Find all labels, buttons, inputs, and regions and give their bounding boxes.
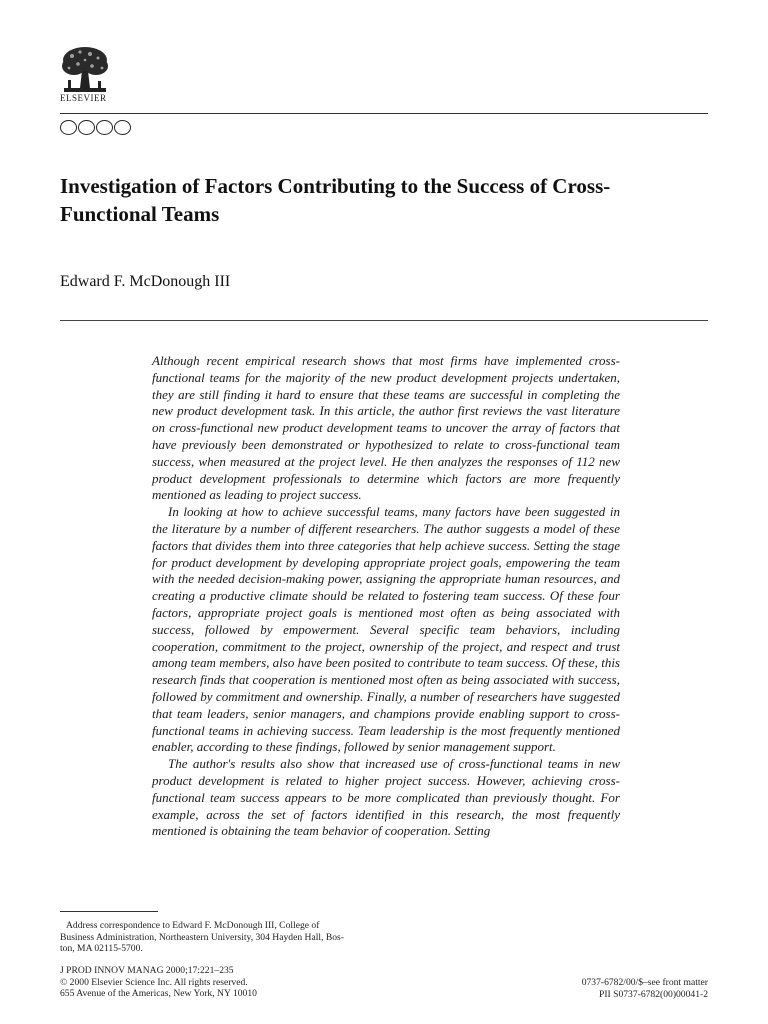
journal-info xyxy=(60,965,380,1000)
abstract-paragraph: Although recent empirical research shows that most firms have implemented cross-functional teams for the majority of the new product development projects undertaken, they are still finding it hard to ensure that these teams are successful in completing the new product development task. In this article, the author first reviews the vast literature on cross-functional new product development teams to uncover the array of factors that have previously been demonstrated or hypothesized to relate to cross-functional team success, when measured at the project level. He then analyzes the responses of 112 new product development professionals to determine which factors are more frequently mentioned as leading to project success. xyxy=(152,353,620,503)
abstract xyxy=(152,353,620,840)
ring-icon xyxy=(60,120,77,135)
copyright-notice: © 2000 Elsevier Science Inc. All rights reserved. xyxy=(60,976,248,988)
publisher-name: ELSEVIER xyxy=(60,93,107,103)
ring-icon xyxy=(96,120,113,135)
correspondence-footnote xyxy=(60,920,400,955)
ring-icon xyxy=(78,120,95,135)
ring-icon xyxy=(114,120,131,135)
journal-rings-logo xyxy=(60,120,131,135)
issn-line: 0737-6782/00/$–see front matter xyxy=(581,977,708,988)
article-identifiers xyxy=(488,977,708,1000)
article-title: Investigation of Factors Contributing to the Success of Cross-Functional Teams xyxy=(60,174,611,226)
footnote-rule xyxy=(60,911,158,912)
footnote-line: Business Administration, Northeastern University, 304 Hayden Hall, Bos- xyxy=(60,931,344,943)
footnote-line: ton, MA 02115-5700. xyxy=(60,943,143,954)
header-rule xyxy=(60,113,708,114)
section-rule xyxy=(60,320,708,321)
author-name: Edward F. McDonough III xyxy=(60,273,231,290)
footnote-line: Address correspondence to Edward F. McDonough III, College of xyxy=(66,920,320,931)
abstract-paragraph: In looking at how to achieve successful teams, many factors have been suggested in the literature by a number of different researchers. The author suggests a model of these factors that divides them into three categories that help achieve success. Setting the stage for product development by developing appropriate project goals, empowering the team with the needed decision-making power, assigning the appropriate human resources, and creating a productive climate should be related to fostering team success. Of these four factors, appropriate project goals is mentioned most often as being associated with success, followed by empowerment. Several specific team behaviors, including cooperation, commitment to the project, ownership of the project, and respect and trust among team members, also have been posited to contribute to team success. Of these, this research finds that cooperation is mentioned most often as being associated with success, followed by commitment and ownership. Finally, a number of researchers have suggested that team leaders, senior managers, and champions provide enabling support to cross-functional teams in achieving success. Team leadership is the most frequently mentioned enabler, according to these findings, followed by senior management support. xyxy=(152,504,620,755)
abstract-paragraph: The author's results also show that increased use of cross-functional teams in new product development is related to higher project success. However, achieving cross-functional team success appears to be more complicated than previously thought. For example, across the set of factors identified in this research, the most frequently mentioned is obtaining the team behavior of cooperation. Setting xyxy=(152,756,620,839)
journal-citation: J PROD INNOV MANAG 2000;17:221–235 xyxy=(60,965,234,976)
publisher-address: 655 Avenue of the Americas, New York, NY 10010 xyxy=(60,988,257,999)
pii-line: PII S0737-6782(00)00041-2 xyxy=(599,988,708,1000)
elsevier-logo xyxy=(60,44,110,96)
